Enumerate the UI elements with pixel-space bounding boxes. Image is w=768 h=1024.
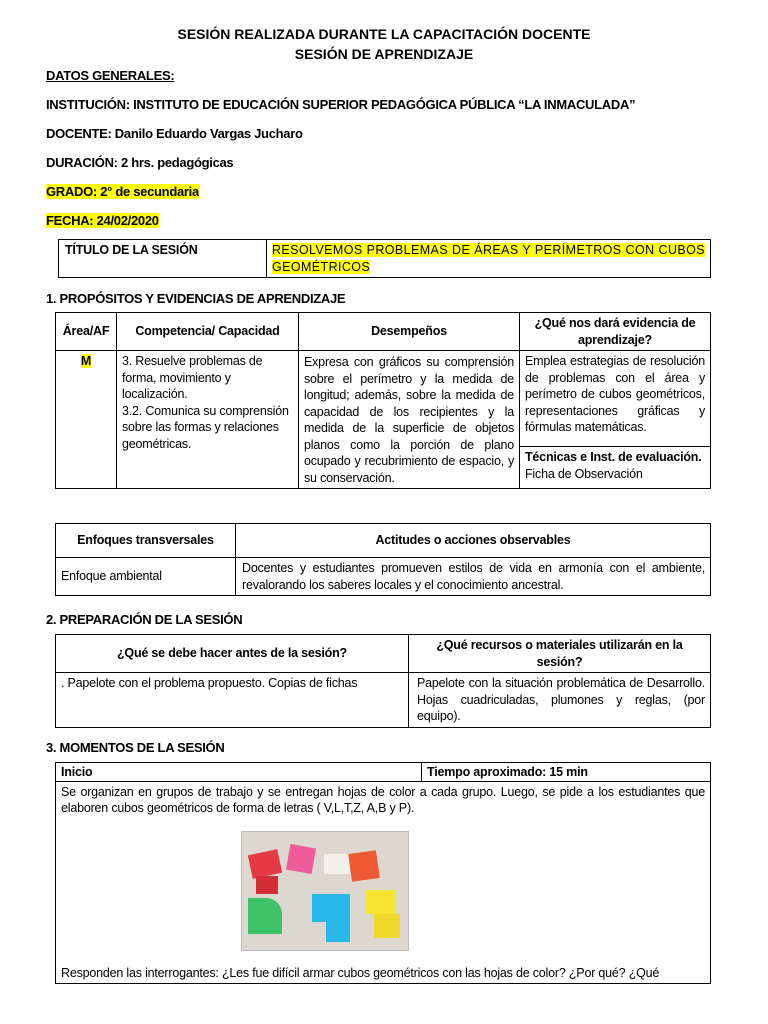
inicio-body (56, 781, 711, 984)
orange-block (348, 850, 380, 882)
header-recursos: ¿Qué recursos o materiales utilizarán en la sesión? (409, 635, 711, 673)
competencia-text: 3. Resuelve problemas de forma, movimiento y localización. (122, 354, 263, 401)
evidencia-cell: Emplea estrategias de resolución de problemas con el área y perímetro de cubos geométricos, representaciones gráficas y fórmulas matemáticas. (520, 351, 711, 447)
actitud-cell: Docentes y estudiantes promueven estilos de vida en armonía con el ambiente, revalorando los saberes locales y el conocimiento ancestral. (236, 558, 711, 596)
session-title-text: RESOLVEMOS PROBLEMAS DE ÁREAS Y PERÍMETROS CON CUBOS GEOMÉTRICOS (272, 243, 705, 274)
green-block (248, 898, 282, 934)
blue-block (312, 894, 350, 922)
recursos-cell: Papelote con la situación problemática de Desarrollo. Hojas cuadriculadas, plumones y reglas, (por equipo). (409, 673, 711, 728)
purposes-table (55, 312, 711, 489)
tecnicas-cell (520, 447, 711, 489)
section1-heading: 1. PROPÓSITOS Y EVIDENCIAS DE APRENDIZAJE (46, 291, 346, 306)
yellow-block (366, 890, 396, 914)
date-line (46, 213, 159, 228)
header-competencia: Competencia/ Capacidad (117, 313, 299, 351)
inicio-text: Se organizan en grupos de trabajo y se entregan hojas de color a cada grupo. Luego, se pide a los estudiantes que elaboren cubos geométricos de forma de letras ( V,L,T,Z, A,B y P). (61, 784, 705, 815)
desempeno-cell: Expresa con gráficos su comprensión sobre el perímetro y la medida de longitud; además, sobre la medida de capacidad de los recipientes y la medida de la superficie de objetos planos como la porción de plano ocupado y recubrimiento de espacio, y su conservación. (299, 351, 520, 489)
preparation-table (55, 634, 711, 728)
section2-heading: 2. PREPARACIÓN DE LA SESIÓN (46, 612, 243, 627)
header-actitudes: Actitudes o acciones observables (236, 524, 711, 558)
tecnicas-label: Técnicas e Inst. de evaluación. (525, 450, 702, 465)
moments-table (55, 762, 711, 984)
document-subtitle: SESIÓN DE APRENDIZAJE (294, 46, 474, 62)
session-title-label: TÍTULO DE LA SESIÓN (59, 240, 267, 278)
antes-cell: . Papelote con el problema propuesto. Copias de fichas (56, 673, 409, 728)
header-evidencia: ¿Qué nos dará evidencia de aprendizaje? (520, 313, 711, 351)
session-title-value (267, 240, 711, 278)
inicio-cell: Inicio (56, 763, 422, 782)
grade-line (46, 184, 199, 199)
enfoques-table (55, 523, 711, 596)
session-title-table (58, 239, 711, 278)
duration-line: DURACIÓN: 2 hrs. pedagógicas (46, 155, 234, 170)
document-title: SESIÓN REALIZADA DURANTE LA CAPACITACIÓN DOCENTE (177, 26, 591, 42)
date-text: FECHA: 24/02/2020 (46, 213, 159, 228)
header-desempenos: Desempeños (299, 313, 520, 351)
header-antes: ¿Qué se debe hacer antes de la sesión? (56, 635, 409, 673)
competencia-cell (117, 351, 299, 489)
tecnicas-value: Ficha de Observación (525, 466, 643, 481)
pink-block (286, 843, 316, 873)
grade-text: GRADO: 2° de secundaria (46, 184, 199, 199)
questions-text: Responden las interrogantes: ¿Les fue difícil armar cubos geométricos con las hojas de color? ¿Por qué? ¿Qué (61, 965, 660, 980)
cubes-photo (241, 831, 409, 951)
tiempo-cell: Tiempo aproximado: 15 min (422, 763, 711, 782)
white-block (324, 854, 350, 874)
area-value: M (80, 354, 92, 368)
teacher-line: DOCENTE: Danilo Eduardo Vargas Jucharo (46, 126, 303, 141)
header-area: Área/AF (56, 313, 117, 351)
institution-line: INSTITUCIÓN: INSTITUTO DE EDUCACIÓN SUPERIOR PEDAGÓGICA PÚBLICA “LA INMACULADA” (46, 97, 636, 112)
capacidad-text: 3.2. Comunica su comprensión sobre las formas y relaciones geométricas. (122, 403, 289, 451)
area-cell (56, 351, 117, 489)
yellow-block-2 (374, 914, 400, 938)
enfoque-cell: Enfoque ambiental (56, 558, 236, 596)
blue-block-2 (326, 920, 350, 942)
section3-heading: 3. MOMENTOS DE LA SESIÓN (46, 740, 225, 755)
general-heading: DATOS GENERALES: (46, 68, 175, 83)
red-block (248, 849, 282, 879)
header-enfoques: Enfoques transversales (56, 524, 236, 558)
red-block-2 (256, 876, 278, 894)
